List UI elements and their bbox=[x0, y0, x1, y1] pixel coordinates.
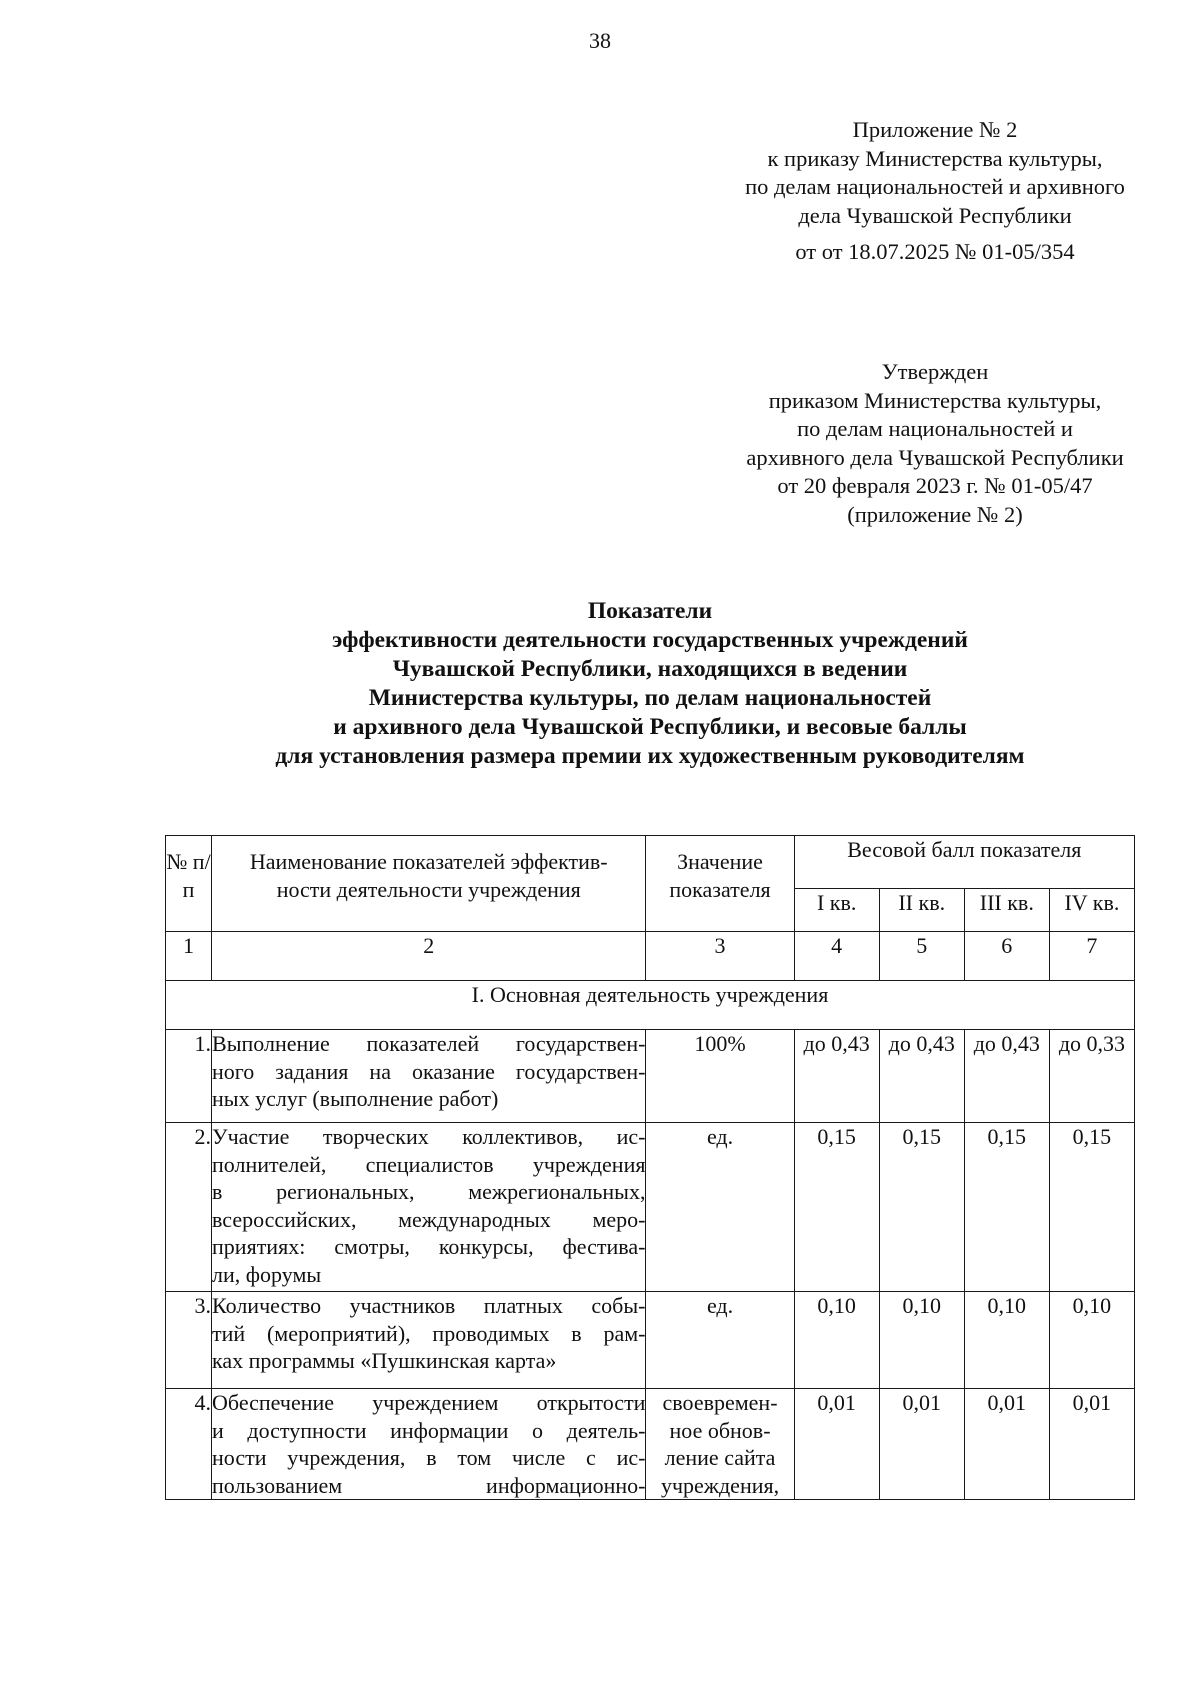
approved-line: (приложение № 2) bbox=[847, 501, 1023, 527]
approved-line: Утвержден bbox=[881, 359, 989, 384]
indicator-name-line: тий (мероприятий), проводимых в рам- bbox=[212, 1320, 646, 1346]
weight-q3: до 0,43 bbox=[964, 1030, 1049, 1123]
header-weight: Весовой балл показателя bbox=[794, 836, 1134, 889]
indicators-table bbox=[165, 835, 1135, 1500]
weight-q1: 0,15 bbox=[794, 1123, 879, 1292]
weight-q2: до 0,43 bbox=[879, 1030, 964, 1123]
header-q2: II кв. bbox=[879, 889, 964, 932]
column-number: 1 bbox=[166, 932, 212, 981]
indicator-name-line: ли, форумы bbox=[212, 1261, 322, 1287]
column-number: 5 bbox=[879, 932, 964, 981]
header-value-line: Значение bbox=[677, 849, 763, 874]
column-number: 2 bbox=[212, 932, 646, 981]
indicator-name-line: ности учреждения, в том числе с ис- bbox=[212, 1445, 646, 1470]
weight-q1: 0,01 bbox=[794, 1389, 879, 1500]
row-number: 4. bbox=[166, 1389, 212, 1500]
header-value-line: показателя bbox=[669, 876, 771, 902]
weight-q1: 0,10 bbox=[794, 1292, 879, 1389]
indicator-value-line: своевремен- bbox=[662, 1390, 778, 1415]
header-name-line: ности деятельности учреждения bbox=[276, 876, 581, 902]
header-num: № п/п bbox=[166, 836, 212, 932]
row-number: 1. bbox=[166, 1030, 212, 1123]
indicator-name-line: ках программы «Пушкинская карта» bbox=[212, 1348, 557, 1373]
indicator-value-line: учреждения, bbox=[660, 1472, 780, 1498]
document-title bbox=[150, 597, 1150, 771]
header-q1: I кв. bbox=[794, 889, 879, 932]
indicator-name-line: в региональных, межрегиональных, bbox=[212, 1179, 646, 1204]
approved-block bbox=[690, 358, 1180, 529]
indicator-name-line: и доступности информации о деятель- bbox=[212, 1417, 646, 1443]
table-row bbox=[166, 1389, 1135, 1500]
weight-q4: 0,15 bbox=[1049, 1123, 1134, 1292]
title-line: эффективности деятельности государственных учреждений bbox=[332, 627, 968, 653]
table-row bbox=[166, 1123, 1135, 1292]
indicator-name-line: полнителей, специалистов учреждения bbox=[212, 1151, 646, 1177]
section-row bbox=[166, 981, 1135, 1030]
title-line: Чувашской Республики, находящихся в ведении bbox=[392, 656, 908, 682]
page-number: 38 bbox=[589, 28, 611, 53]
weight-q4: 0,10 bbox=[1049, 1292, 1134, 1389]
weight-q1: до 0,43 bbox=[794, 1030, 879, 1123]
indicator-name-line: пользованием информационно- bbox=[212, 1472, 646, 1498]
appendix-line: по делам национальностей и архивного bbox=[745, 174, 1125, 199]
header-name bbox=[212, 836, 646, 932]
header-q4: IV кв. bbox=[1049, 889, 1134, 932]
indicator-name-line: Выполнение показателей государствен- bbox=[212, 1031, 646, 1056]
indicator-name-line: всероссийских, международных меро- bbox=[212, 1206, 646, 1232]
row-number: 2. bbox=[166, 1123, 212, 1292]
weight-q3: 0,10 bbox=[964, 1292, 1049, 1389]
weight-q3: 0,01 bbox=[964, 1389, 1049, 1500]
appendix-block bbox=[690, 116, 1180, 267]
approved-line: архивного дела Чувашской Республики bbox=[746, 444, 1124, 470]
indicator-name-line: Обеспечение учреждением открытости bbox=[212, 1390, 646, 1415]
table-row bbox=[166, 1292, 1135, 1389]
approved-line: приказом Министерства культуры, bbox=[768, 387, 1102, 413]
section-title: I. Основная деятельность учреждения bbox=[166, 981, 1135, 1030]
indicator-value bbox=[646, 1389, 794, 1500]
title-line: и архивного дела Чувашской Республики, и весовые баллы bbox=[333, 714, 967, 740]
approved-line: от 20 февраля 2023 г. № 01-05/47 bbox=[777, 473, 1093, 498]
table-row bbox=[166, 1030, 1135, 1123]
weight-q2: 0,10 bbox=[879, 1292, 964, 1389]
indicator-value bbox=[646, 1292, 794, 1389]
indicator-name-line: приятиях: смотры, конкурсы, фестива- bbox=[212, 1234, 646, 1259]
indicator-name-line: ного задания на оказание государствен- bbox=[212, 1058, 646, 1084]
header-value bbox=[646, 836, 794, 932]
weight-q4: до 0,33 bbox=[1049, 1030, 1134, 1123]
weight-q4: 0,01 bbox=[1049, 1389, 1134, 1500]
indicator-value-line: ное обнов- bbox=[669, 1417, 771, 1443]
header-q3: III кв. bbox=[964, 889, 1049, 932]
appendix-line: к приказу Министерства культуры, bbox=[767, 145, 1103, 171]
indicator-name-line: Участие творческих коллективов, ис- bbox=[212, 1124, 646, 1149]
indicator-value-line: ед. bbox=[706, 1293, 734, 1318]
title-line: Показатели bbox=[587, 598, 713, 624]
column-number: 4 bbox=[794, 932, 879, 981]
indicator-value-line: ление сайта bbox=[664, 1445, 776, 1470]
indicator-value-line: ед. bbox=[706, 1124, 734, 1149]
approved-line: по делам национальностей и bbox=[797, 416, 1073, 441]
indicator-value bbox=[646, 1123, 794, 1292]
indicator-value-line: 100% bbox=[694, 1031, 746, 1056]
column-number: 3 bbox=[646, 932, 794, 981]
indicator-name bbox=[212, 1030, 646, 1123]
indicator-name-line: Количество участников платных собы- bbox=[212, 1293, 646, 1318]
header-name-line: Наименование показателей эффектив- bbox=[249, 849, 608, 874]
appendix-line: дела Чувашской Республики bbox=[798, 202, 1072, 228]
weight-q3: 0,15 bbox=[964, 1123, 1049, 1292]
appendix-line: Приложение № 2 bbox=[852, 117, 1018, 142]
indicator-name bbox=[212, 1123, 646, 1292]
indicator-value bbox=[646, 1030, 794, 1123]
indicator-name bbox=[212, 1389, 646, 1500]
column-number: 7 bbox=[1049, 932, 1134, 981]
weight-q2: 0,15 bbox=[879, 1123, 964, 1292]
weight-q2: 0,01 bbox=[879, 1389, 964, 1500]
indicator-name-line: ных услуг (выполнение работ) bbox=[212, 1086, 499, 1111]
column-number: 6 bbox=[964, 932, 1049, 981]
row-number: 3. bbox=[166, 1292, 212, 1389]
appendix-date: от от 18.07.2025 № 01-05/354 bbox=[795, 239, 1075, 264]
indicator-name bbox=[212, 1292, 646, 1389]
title-line: для установления размера премии их художественным руководителям bbox=[275, 743, 1025, 769]
column-numbers-row bbox=[166, 932, 1135, 981]
title-line: Министерства культуры, по делам национальностей bbox=[368, 685, 932, 711]
